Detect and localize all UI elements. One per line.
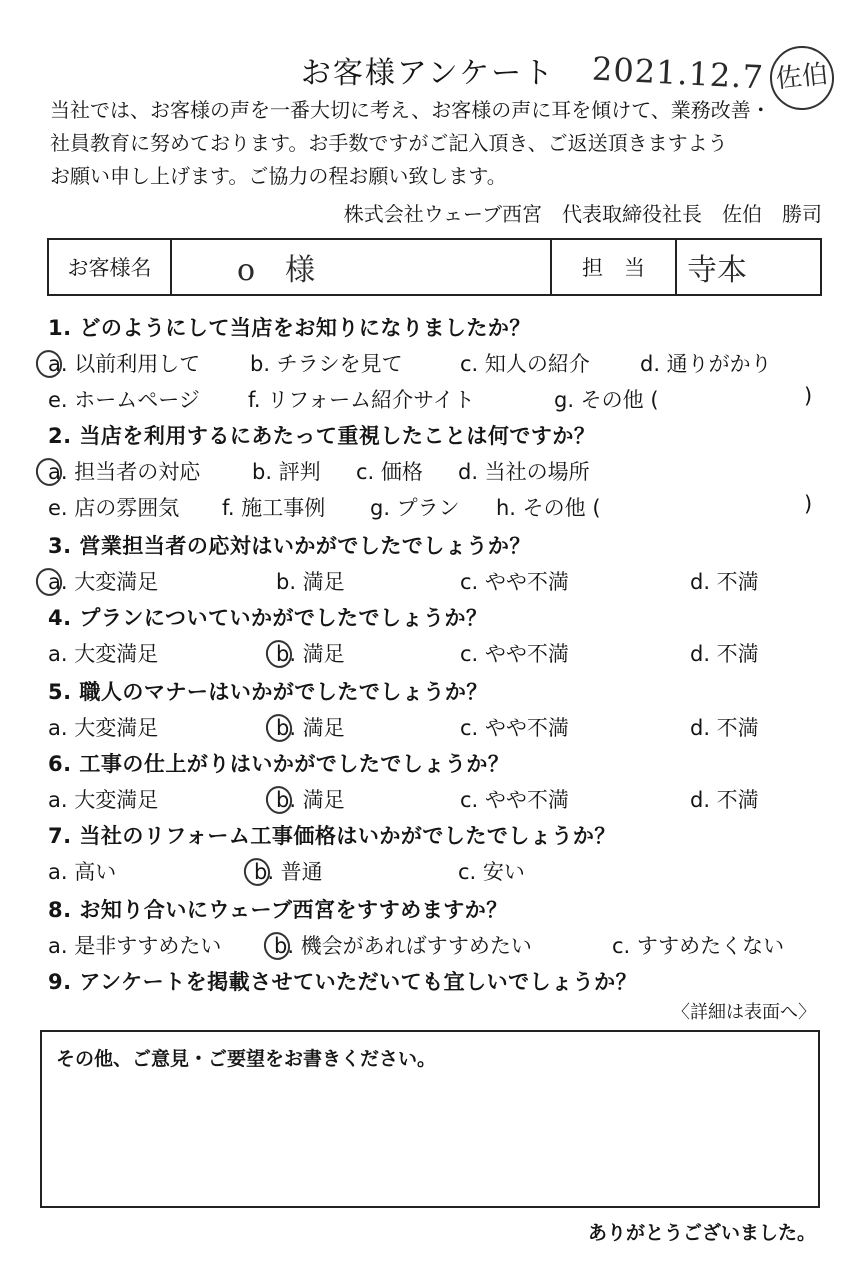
customer-table xyxy=(47,238,822,296)
q2-option-f[interactable]: f. 施工事例 xyxy=(222,496,326,520)
q8-option-a[interactable]: a. 是非すすめたい xyxy=(48,934,222,958)
intro-line: 当社では、お客様の声を一番大切に考え、お客様の声に耳を傾けて、業務改善・ xyxy=(50,98,771,122)
staff-label: 担 当 xyxy=(552,240,677,294)
customer-name-label: お客様名 xyxy=(49,240,172,294)
q3-option-c[interactable]: c. やや不満 xyxy=(460,570,569,594)
q6-option-b[interactable]: b. 満足 xyxy=(276,788,345,812)
q3-option-a[interactable]: a. 大変満足 xyxy=(48,570,159,594)
question-2: 2. 当店を利用するにあたって重視したことは何ですか？ xyxy=(48,424,596,448)
q1-option-c[interactable]: c. 知人の紹介 xyxy=(460,352,590,376)
q2-option-c[interactable]: c. 価格 xyxy=(356,460,423,484)
intro-text xyxy=(50,94,771,193)
q7-option-b[interactable]: b. 普通 xyxy=(254,860,323,884)
q5-option-d[interactable]: d. 不満 xyxy=(690,716,759,740)
q2-paren-close: ) xyxy=(804,492,813,516)
q2-option-b[interactable]: b. 評判 xyxy=(252,460,321,484)
intro-line: お願い申し上げます。ご協力の程お願い致します。 xyxy=(50,164,507,188)
q6-option-a[interactable]: a. 大変満足 xyxy=(48,788,159,812)
customer-name-value[interactable]: o 様 xyxy=(172,240,552,294)
question-7: 7. 当社のリフォーム工事価格はいかがでしたでしょうか？ xyxy=(48,824,616,848)
survey-title: お客様アンケート xyxy=(300,56,556,91)
q4-option-a[interactable]: a. 大変満足 xyxy=(48,642,159,666)
staff-value[interactable]: 寺本 xyxy=(687,253,747,288)
q2-option-h[interactable]: h. その他 ( xyxy=(496,496,601,520)
q8-option-b[interactable]: b. 機会があればすすめたい xyxy=(274,934,532,958)
q2-option-d[interactable]: d. 当社の場所 xyxy=(458,460,590,484)
q5-option-a[interactable]: a. 大変満足 xyxy=(48,716,159,740)
intro-line: 社員教育に努めております。お手数ですがご記入頂き、ご返送頂きますよう xyxy=(50,131,728,155)
q5-option-b[interactable]: b. 満足 xyxy=(276,716,345,740)
q1-option-f[interactable]: f. リフォーム紹介サイト xyxy=(248,388,475,412)
question-8: 8. お知り合いにウェーブ西宮をすすめますか？ xyxy=(48,898,508,922)
question-3: 3. 営業担当者の応対はいかがでしたでしょうか？ xyxy=(48,534,531,558)
q1-option-b[interactable]: b. チラシを見て xyxy=(250,352,403,376)
q3-option-b[interactable]: b. 満足 xyxy=(276,570,345,594)
question-5: 5. 職人のマナーはいかがでしたでしょうか？ xyxy=(48,680,488,704)
company-signature: 株式会社ウェーブ西宮 代表取締役社長 佐伯 勝司 xyxy=(343,202,822,226)
question-1: 1. どのようにして当店をお知りになりましたか？ xyxy=(48,316,531,340)
q3-option-d[interactable]: d. 不満 xyxy=(690,570,759,594)
q4-option-c[interactable]: c. やや不満 xyxy=(460,642,569,666)
question-4: 4. プランについていかがでしたでしょうか？ xyxy=(48,606,488,630)
q1-option-e[interactable]: e. ホームページ xyxy=(48,388,200,412)
comment-box[interactable] xyxy=(40,1030,820,1208)
q5-option-c[interactable]: c. やや不満 xyxy=(460,716,569,740)
see-front-note: 〈詳細は表面へ〉 xyxy=(672,1002,816,1023)
q2-option-a[interactable]: a. 担当者の対応 xyxy=(48,460,201,484)
handwritten-date: 2021.12.7 xyxy=(591,49,765,97)
q6-option-d[interactable]: d. 不満 xyxy=(690,788,759,812)
q1-paren-close: ) xyxy=(804,384,813,408)
question-6: 6. 工事の仕上がりはいかがでしたでしょうか？ xyxy=(48,752,510,776)
hanko-stamp: 佐伯 xyxy=(767,43,837,113)
q2-option-e[interactable]: e. 店の雰囲気 xyxy=(48,496,180,520)
q4-option-b[interactable]: b. 満足 xyxy=(276,642,345,666)
q1-option-g[interactable]: g. その他 ( xyxy=(554,388,659,412)
comment-label: その他、ご意見・ご要望をお書きください。 xyxy=(56,1048,437,1070)
q7-option-a[interactable]: a. 高い xyxy=(48,860,117,884)
q8-option-c[interactable]: c. すすめたくない xyxy=(612,934,785,958)
question-9: 9. アンケートを掲載させていただいても宜しいでしょうか？ xyxy=(48,970,638,994)
q2-option-g[interactable]: g. プラン xyxy=(370,496,460,520)
thanks-text: ありがとうございました。 xyxy=(587,1222,816,1244)
q7-option-c[interactable]: c. 安い xyxy=(458,860,525,884)
q1-option-a[interactable]: a. 以前利用して xyxy=(48,352,201,376)
q4-option-d[interactable]: d. 不満 xyxy=(690,642,759,666)
q6-option-c[interactable]: c. やや不満 xyxy=(460,788,569,812)
q1-option-d[interactable]: d. 通りがかり xyxy=(640,352,772,376)
